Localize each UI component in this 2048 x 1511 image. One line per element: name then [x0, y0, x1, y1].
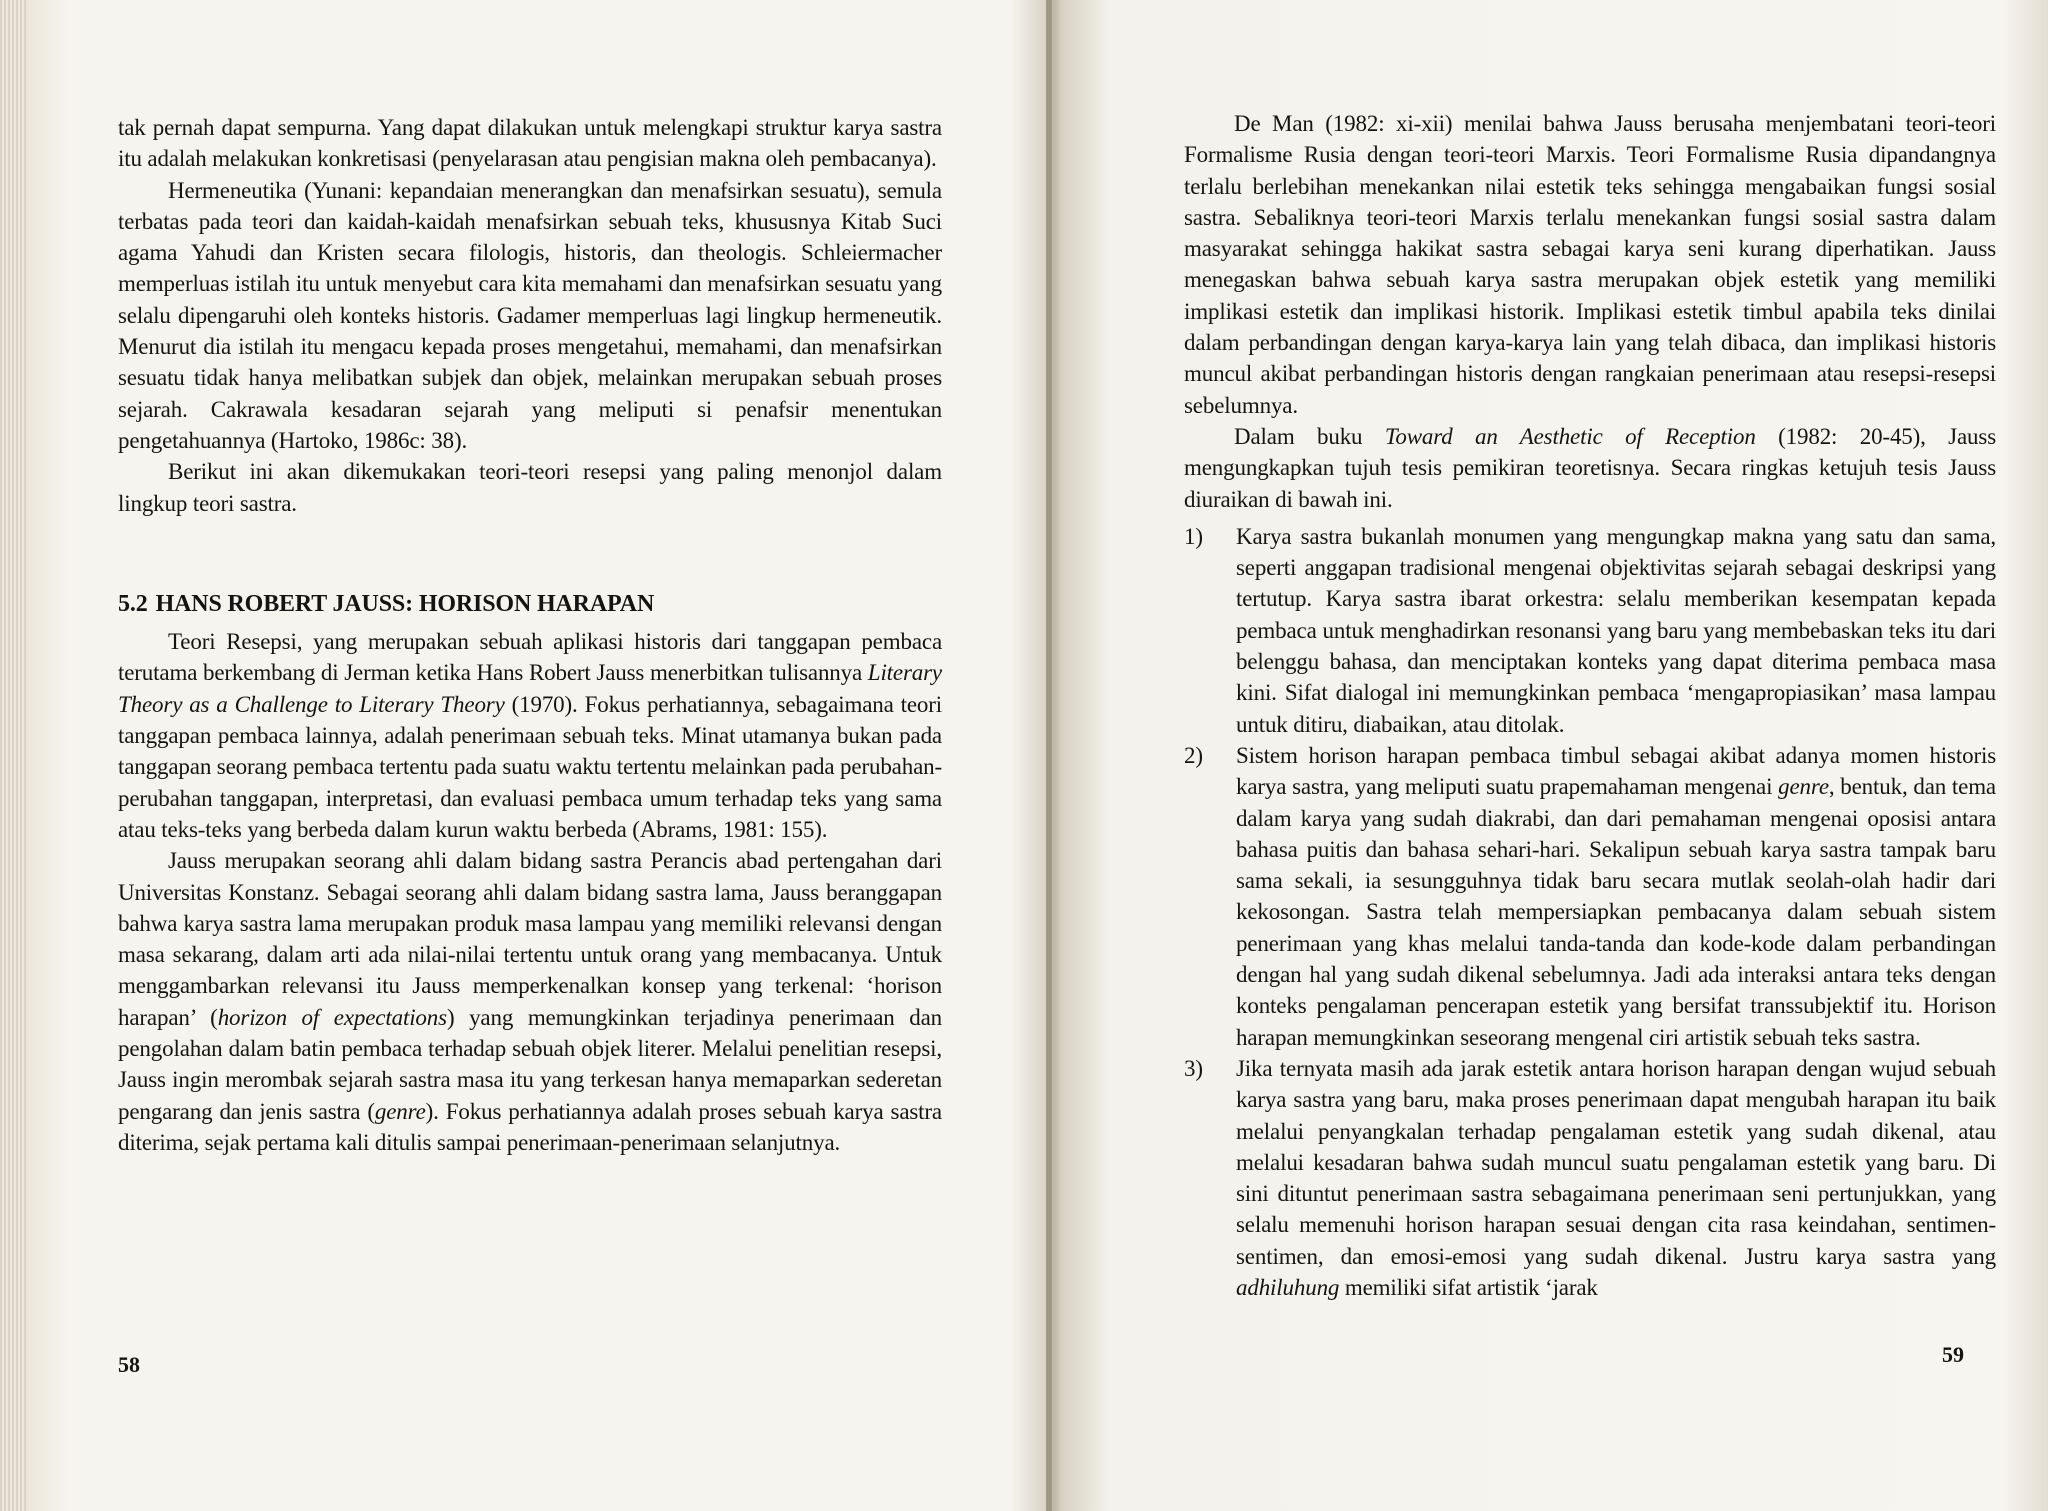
paragraph-hermeneutika: Hermeneutika (Yunani: kepandaian menerangkan dan menafsirkan sesuatu), semula terbatas pada teori dan kaidah-kaidah menafsirkan sebuah teks, khususnya Kitab Suci agama Yahudi dan Kristen secara filologis, historis, dan theologis. Schleiermacher memperluas istilah itu untuk menyebut cara kita memahami dan menafsirkan sesuatu yang selalu dipengaruhi oleh konteks historis. Gadamer memperluas lagi lingkup hermeneutik. Menurut dia istilah itu mengacu kepada proses mengetahui, memahami, dan menafsirkan sesuatu tidak hanya melibatkan subjek dan objek, melainkan merupakan sebuah proses sejarah. Cakrawala kesadaran sejarah yang meliputi si penafsir menentukan pengetahuannya (Hartoko, 1986c: 38). — [118, 177, 942, 453]
list-item — [1184, 1053, 1996, 1303]
list-number: 2) — [1184, 742, 1203, 768]
text-run: ) yang memungkinkan terjadinya penerimaan dan pengolahan dalam batin pembaca terhadap sebuah objek literer. Melalui penelitian resepsi, Jauss ingin merombak sejarah sastra masa itu yang terkesan hanya memaparkan sederetan pengarang dan jenis sastra ( — [118, 1004, 942, 1124]
list-item — [1184, 740, 1996, 1053]
list-item-text — [1236, 1056, 1996, 1300]
list-number: 3) — [1184, 1055, 1203, 1081]
list-number: 1) — [1184, 523, 1203, 549]
page-number: 58 — [118, 1352, 140, 1377]
text-run: Jika ternyata masih ada jarak estetik antara horison harapan dengan wujud sebuah karya sastra yang baru, maka proses penerimaan dapat mengubah harapan itu baik melalui penyangkalan terhadap pengalaman estetik yang sudah dikenal, atau melalui kesadaran bahwa sudah muncul suatu pengalaman estetik yang baru. Di sini dituntut penerimaan sastra sebagaimana penerimaan seni pertunjukkan, yang selalu memenuhi horison harapan sesuai dengan cita rasa keindahan, sentimen-sentimen, dan emosi-emosi yang sudah dikenal. Justru karya sastra yang — [1236, 1055, 1996, 1269]
book-title: Literary Theory as a Challenge to Literary Theory — [118, 660, 942, 717]
theses-list — [1184, 521, 1996, 1303]
text-run: Sistem horison harapan pembaca timbul sebagai akibat adanya momen historis karya sastra, yang meliputi suatu prapemahaman mengenai — [1236, 742, 1996, 800]
italic-term: adhiluhung — [1236, 1274, 1340, 1300]
book-gutter — [1046, 0, 1052, 1511]
list-item-text: Karya sastra bukanlah monumen yang mengungkap makna yang satu dan sama, seperti anggapan tradisional mengenai objektivitas sejarah sebagai deskripsi yang tertutup. Karya sastra ibarat orkestra: selalu memberikan kesempatan kepada pembaca untuk menghadirkan resonansi yang baru yang membebaskan teks itu dari belenggu bahasa, dan menciptakan konteks yang dapat diterima pembaca masa kini. Sifat dialogal ini memungkinkan pembaca ‘mengapropiasikan’ masa lampau untuk ditiru, diabaikan, atau ditolak. — [1236, 523, 1996, 737]
text-run: ). Fokus perhatiannya adalah proses sebuah karya sastra diterima, sejak pertama kali ditulis sampai penerimaan-penerimaan selanjutnya. — [118, 1098, 942, 1155]
text-run: Dalam buku — [1234, 423, 1385, 449]
paragraph-berikut: Berikut ini akan dikemukakan teori-teori resepsi yang paling menonjol dalam lingkup teori sastra. — [118, 459, 942, 516]
book-title: Toward an Aesthetic of Reception — [1384, 423, 1756, 449]
paragraph-teori-resepsi — [118, 626, 942, 845]
section-number: 5.2 — [118, 590, 148, 617]
list-item-text — [1236, 743, 1996, 1050]
text-run: Jauss merupakan seorang ahli dalam bidang sastra Perancis abad pertengahan dari Universitas Konstanz. Sebagai seorang ahli dalam bidang sastra lama, Jauss beranggapan bahwa karya sastra lama merupakan produk masa lampau yang memiliki relevansi dengan masa sekarang, dalam arti ada nilai-nilai tertentu untuk orang yang membacanya. Untuk menggambarkan relevansi itu Jauss memperkenalkan konsep yang terkenal: ‘horison harapan’ ( — [118, 848, 942, 1030]
page-number: 59 — [1942, 1342, 1964, 1367]
text-run: Teori Resepsi, yang merupakan sebuah aplikasi historis dari tanggapan pembaca terutama berkembang di Jerman ketika Hans Robert Jauss menerbitkan tulisannya — [118, 629, 942, 686]
paragraph-de-man: De Man (1982: xi-xii) menilai bahwa Jauss berusaha menjembatani teori-teori Formalisme Rusia dengan teori-teori Marxis. Teori Formalisme Rusia dipandangnya terlalu berlebihan menekankan nilai estetik teks sehingga mengabaikan fungsi sosial sastra. Sebaliknya teori-teori Marxis terlalu menekankan fungsi sosial sastra dalam masyarakat sehingga hakikat sastra sebagai karya seni kurang diperhatikan. Jauss menegaskan bahwa sebuah karya sastra merupakan objek estetik yang memiliki implikasi estetik dan implikasi historik. Implikasi estetik timbul apabila teks dinilai dalam perbandingan dengan karya-karya lain yang telah dibaca, dan implikasi historis muncul akibat perbandingan historis dengan rangkaian penerimaan atau resepsi-resepsi sebelumnya. — [1184, 111, 1996, 418]
list-item — [1184, 521, 1996, 740]
paragraph-jauss — [118, 845, 942, 1158]
right-page-text — [1184, 108, 1996, 1303]
right-page — [1054, 0, 2048, 1511]
italic-term: genre — [374, 1098, 426, 1124]
text-run: (1982: 20-45), Jauss mengungkapkan tujuh tesis pemikiran teoretisnya. Secara ringkas ketujuh tesis Jauss diuraikan di bawah ini. — [1184, 423, 1996, 512]
section-title: HANS ROBERT JAUSS: HORISON HARAPAN — [155, 590, 655, 617]
italic-term: genre — [1778, 774, 1829, 800]
text-run: (1970). Fokus perhatiannya, sebagaimana teori tanggapan pembaca lainnya, adalah penerimaan sebuah teks. Minat utamanya bukan pada tanggapan seorang pembaca tertentu pada suatu waktu tertentu melainkan pada perubahan-perubahan tanggapan, interpretasi, dan evaluasi pembaca umum terhadap teks yang sama atau teks-teks yang berbeda dalam kurun waktu berbeda (Abrams, 1981: 155). — [118, 691, 943, 842]
paragraph-continuation: tak pernah dapat sempurna. Yang dapat dilakukan untuk melengkapi struktur karya sastra itu adalah melakukan konkretisasi (penyelarasan atau pengisian makna oleh pembacanya). — [118, 115, 942, 172]
italic-term: horizon of expectations — [217, 1004, 447, 1030]
text-run: memiliki sifat artistik ‘jarak — [1339, 1274, 1598, 1300]
text-run: , bentuk, dan tema dalam karya yang sudah diakrabi, dan dari pemahaman mengenai oposisi antara bahasa puitis dan bahasa sehari-hari. Sekalipun sebuah karya sastra tampak baru sama sekali, ia sesungguhnya tidak baru secara mutlak seolah-olah hadir dari kekosongan. Sastra telah mempersiapkan pembacanya dalam sebuah sistem penerimaan yang khas melalui tanda-tanda dan kode-kode dalam perbandingan dengan hal yang sudah dikenal sebelumnya. Jadi ada interaksi antara teks dengan konteks pengalaman pencerapan estetik yang bersifat transsubjektif itu. Horison harapan memungkinkan seseorang mengenal ciri artistik sebuah teks sastra. — [1236, 774, 1996, 1050]
left-page-text — [118, 112, 942, 1158]
section-heading — [118, 589, 942, 620]
paragraph-dalam-buku — [1184, 421, 1996, 515]
